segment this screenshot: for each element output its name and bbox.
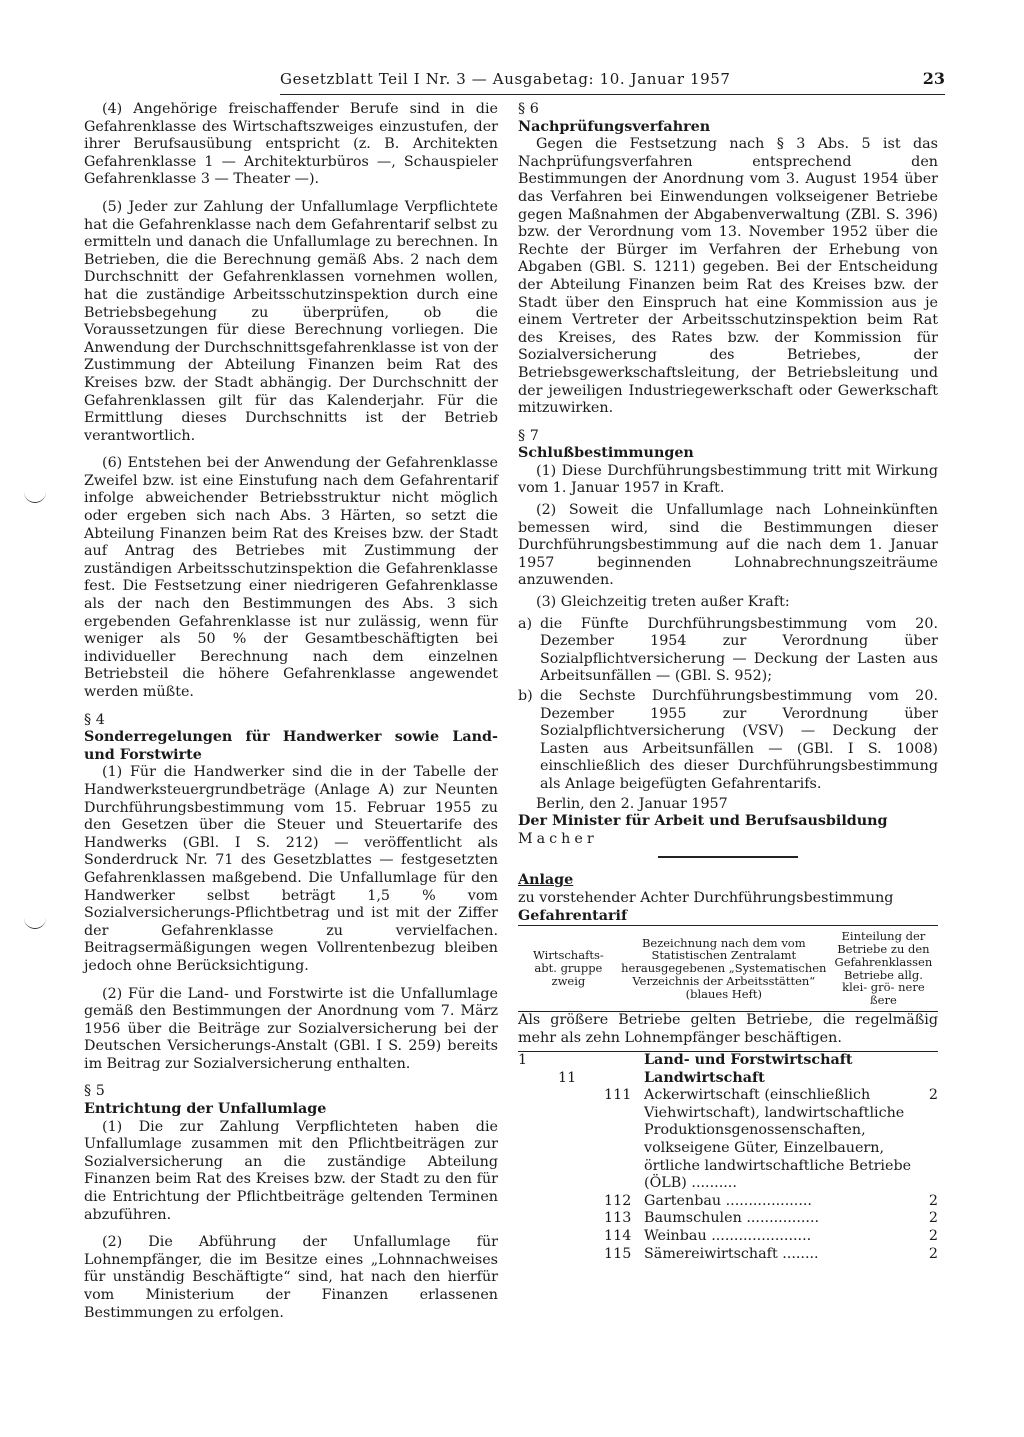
gruppe-number	[558, 1210, 604, 1228]
item-b-text: die Sechste Durchführungsbestimmung vom 20. Dezember 1955 zur Verordnung über Sozialpflichtversicherung (VSV) — Deckung der Lasten aus Arbeitsunfällen — (GBl. I S. 1008) einschließlich des dieser Durchführungsbestimmung als Anlage beigefügten Gefahrentarifs.	[540, 688, 938, 792]
gefahrenklasse-value: 2	[928, 1210, 938, 1227]
gefahrenklasse-value: 2	[928, 1192, 938, 1209]
branch-description: Gartenbau ...................	[644, 1192, 812, 1209]
abteilung-number	[518, 1246, 558, 1264]
gefahrenklasse-value: 2	[928, 1087, 938, 1104]
abteilung-number	[518, 1228, 558, 1246]
separator-rule	[658, 856, 798, 858]
tariff-title: Gefahrentarif	[518, 907, 628, 924]
margin-mark	[24, 492, 46, 503]
header-bezeichnung: Bezeichnung nach dem vom Statistischen Zentralamt herausgegebenen „Systematischen Verzeichnis der Arbeitsstätten“ (blaues Heft)	[621, 935, 827, 1001]
tariff-row	[518, 1210, 938, 1228]
branch-description: Baumschulen ................	[644, 1210, 820, 1227]
section-6-title: Nachprüfungsverfahren	[518, 118, 711, 135]
signer-name: Macher	[518, 830, 598, 847]
header-wirtschaft: Wirtschafts- abt. gruppe zweig	[533, 948, 604, 988]
zweig-number	[604, 1070, 644, 1088]
header-title: Gesetzblatt Teil I Nr. 3 — Ausgabetag: 10. Januar 1957	[280, 70, 731, 88]
paragraph-5-2: (2) Die Abführung der Unfallumlage für Lohnempfänger, die im Besitze eines „Lohnnachweises für unständig Beschäftigte“ sind, hat nach den hierfür vom Ministerium der Finanzen erlassenen Bestimmungen zu erfolgen.	[84, 1234, 498, 1321]
paragraph-7-2: (2) Soweit die Unfallumlage nach Lohneinkünften bemessen wird, sind die Bestimmungen dieser Durchführungsbestimmung auf die nach dem 1. Januar 1957 beginnenden Lohnabrechnungszeiträume anzuwenden.	[518, 502, 938, 589]
section-6-number: § 6	[518, 101, 539, 117]
gruppe-number	[558, 1052, 604, 1070]
gefahrenklasse-value: 2	[928, 1228, 938, 1245]
gruppe-number	[558, 1087, 604, 1193]
tariff-note: Als größere Betriebe gelten Betriebe, die regelmäßig mehr als zehn Lohnempfänger beschäftigen.	[518, 1012, 938, 1052]
right-column	[518, 101, 938, 1263]
item-b-label: b)	[518, 688, 533, 704]
page-number: 23	[922, 69, 945, 88]
section-7-title: Schlußbestimmungen	[518, 445, 694, 462]
gruppe-number	[558, 1228, 604, 1246]
paragraph-7-1: (1) Diese Durchführungsbestimmung tritt mit Wirkung vom 1. Januar 1957 in Kraft.	[518, 462, 938, 497]
section-4-title: Sonderregelungen für Handwerker sowie Land- und Forstwirte	[84, 729, 498, 763]
section-5-number: § 5	[84, 1083, 105, 1100]
page-header	[280, 70, 945, 95]
paragraph-4-2: (2) Für die Land- und Forstwirte ist die Unfallumlage gemäß den Bestimmungen der Anordnung vom 7. März 1956 über die Beiträge zur Sozialversicherung bei der Deutschen Versicherungs-Anstalt (GBl. I S. 259) bereits im Beitrag zur Sozialversicherung enthalten.	[84, 985, 498, 1072]
gefahrenklasse-value	[914, 1070, 938, 1088]
tariff-entries	[518, 1052, 938, 1263]
paragraph-4-1: (1) Für die Handwerker sind die in der Tabelle der Handwerksteuergrundbeträge (Anlage A) zur Neunten Durchführungsbestimmung vom 15. Februar 1955 zu den Gesetzen über die Steuer und Steuertarife des Handwerks (GBl. I S. 212) — veröffentlicht als Sonderdruck Nr. 71 des Gesetzblattes — festgesetzten Gefahrenklassen maßgebend. Die Unfallumlage für den Handwerker selbst beträgt 1,5 % vom Sozialversicherungs-Pflichtbetrag und ist mit der Ziffer der Gefahrenklasse zu vervielfachen. Beitragsermäßigungen wegen Vollrentenbezug bleiben jedoch ohne Berücksichtigung.	[84, 764, 498, 974]
branch-description: Weinbau ......................	[644, 1228, 812, 1245]
repeal-item-b	[518, 688, 938, 794]
tariff-row	[518, 1070, 938, 1088]
branch-description: Landwirtschaft	[644, 1069, 765, 1086]
annex-title: Anlage	[518, 872, 574, 889]
tariff-row	[518, 1052, 938, 1070]
item-a-label: a)	[518, 615, 533, 632]
repeal-item-a	[518, 616, 938, 686]
gruppe-number	[558, 1193, 604, 1211]
paragraph-5-1: (1) Die zur Zahlung Verpflichteten haben die Unfallumlage zusammen mit den Pflichtbeiträgen zur Sozialversicherung an die zuständige Abteilung Finanzen beim Rat des Kreises bzw. der Stadt zu den für die Entrichtung der Pflichtbeiträge geltenden Terminen abzuführen.	[84, 1118, 498, 1223]
place-date: Berlin, den 2. Januar 1957	[536, 795, 728, 812]
header-einteilung: Einteilung der Betriebe zu den Gefahrenklassen Betriebe allg. klei- grö- nere ßere	[834, 929, 933, 1008]
abteilung-number	[518, 1193, 558, 1211]
gruppe-number	[558, 1246, 604, 1264]
zweig-number: 111	[604, 1087, 632, 1104]
branch-description: Ackerwirtschaft (einschließlich Viehwirtschaft), landwirtschaftliche Produktionsgenossenschaften, volkseigene Güter, Einzelbauern, örtliche landwirtschaftliche Betriebe (ÖLB) ..........	[644, 1087, 912, 1192]
section-7-number: § 7	[518, 427, 539, 444]
tariff-row	[518, 1228, 938, 1246]
tariff-row	[518, 1246, 938, 1264]
annex-subtitle: zu vorstehender Achter Durchführungsbestimmung	[518, 889, 894, 906]
gefahrenklasse-value	[914, 1052, 938, 1070]
abteilung-number	[518, 1210, 558, 1228]
paragraph-3-5: (5) Jeder zur Zahlung der Unfallumlage Verpflichtete hat die Gefahrenklasse nach dem Gefahrentarif selbst zu ermitteln und danach die Unfallumlage zu berechnen. In Betrieben, die die Berechnung gemäß Abs. 2 nach dem Durchschnitt der Gefahrenklassen vornehmen wollen, hat die zuständige Arbeitsschutzinspektion durch eine Betriebsbegehung zu überprüfen, ob die Voraussetzungen für diese Berechnung vorliegen. Die Anwendung der Durchschnittsgefahrenklasse ist von der Zustimmung der Abteilung Finanzen beim Rat des Kreises bzw. der Stadt abhängig. Der Durchschnitt der Gefahrenklassen gilt für das Kalenderjahr. Für die Ermittlung dieses Durchschnitts ist der Betrieb verantwortlich.	[84, 198, 498, 444]
zweig-number	[604, 1052, 644, 1070]
section-4-number: § 4	[84, 711, 105, 728]
gefahrenklasse-value: 2	[928, 1245, 938, 1262]
paragraph-6: Gegen die Festsetzung nach § 3 Abs. 5 ist das Nachprüfungsverfahren entsprechend den Bestimmungen der Anordnung vom 3. August 1954 über das Verfahren bei Einwendungen volkseigener Betriebe gegen Maßnahmen der Abgabenverwaltung (ZBl. S. 396) bzw. der Verordnung vom 13. November 1952 über die Rechte der Bürger im Verfahren der Erhebung von Abgaben (GBl. S. 1211) gegeben. Bei der Entscheidung der Abteilung Finanzen beim Rat des Kreises bzw. der Stadt über den Einspruch hat eine Kommission aus je einem Vertreter der Arbeitsschutzinspektion beim Rat des Kreises, des Rates bzw. der Kommission für Sozialversicherung des Betriebes, der Betriebsgewerkschaftsleitung, der Betriebsleitung und der jeweiligen Industriegewerkschaft oder Gewerkschaft mitzuwirken.	[518, 136, 938, 417]
paragraph-7-3: (3) Gleichzeitig treten außer Kraft:	[536, 594, 790, 611]
gruppe-number: 11	[558, 1069, 577, 1086]
abteilung-number	[518, 1087, 558, 1193]
paragraph-3-4: (4) Angehörige freischaffender Berufe sind in die Gefahrenklasse des Wirtschaftszweiges einzustufen, der ihrer Berufsausübung entspricht (z. B. Architekten Gefahrenklasse 1 — Architekturbüros —, Schauspieler Gefahrenklasse 3 — Theater —).	[84, 101, 498, 188]
branch-description: Land- und Forstwirtschaft	[644, 1052, 853, 1069]
section-5-title: Entrichtung der Unfallumlage	[84, 1101, 327, 1118]
tariff-row	[518, 1087, 938, 1193]
margin-mark	[24, 918, 46, 929]
tariff-header-table	[518, 925, 938, 1012]
item-a-text: die Fünfte Durchführungsbestimmung vom 20. Dezember 1954 zur Verordnung über Sozialpflichtversicherung — Deckung der Lasten aus Arbeitsunfällen — (GBl. S. 952);	[540, 615, 938, 685]
zweig-number: 115	[604, 1245, 632, 1262]
zweig-number: 112	[604, 1192, 632, 1209]
paragraph-3-6: (6) Entstehen bei der Anwendung der Gefahrenklasse Zweifel bzw. ist eine Einstufung nach dem Gefahrentarif infolge abweichender Betriebsstruktur nicht möglich oder ergeben sich nach Abs. 3 Härten, so setzt die Abteilung Finanzen beim Rat des Kreises bzw. der Stadt auf Antrag des Betriebes mit Zustimmung der zuständigen Arbeitsschutzinspektion die Gefahrenklasse fest. Die Festsetzung einer niedrigeren Gefahrenklasse als der nach den Bestimmungen des Abs. 3 sich ergebenden Gefahrenklasse ist nur zulässig, wenn für weniger als 50 % der Gesamtbeschäftigten bei individueller Berechnung nach dem einzelnen Betriebsteil die höhere Gefahrenklasse angewendet werden müßte.	[84, 455, 498, 700]
branch-description: Sämereiwirtschaft ........	[644, 1245, 819, 1262]
abteilung-number	[518, 1070, 558, 1088]
tariff-row	[518, 1193, 938, 1211]
zweig-number: 113	[604, 1210, 632, 1227]
zweig-number: 114	[604, 1228, 632, 1245]
abteilung-number: 1	[518, 1052, 528, 1069]
left-column	[84, 101, 498, 1332]
minister-title: Der Minister für Arbeit und Berufsausbildung	[518, 813, 888, 830]
